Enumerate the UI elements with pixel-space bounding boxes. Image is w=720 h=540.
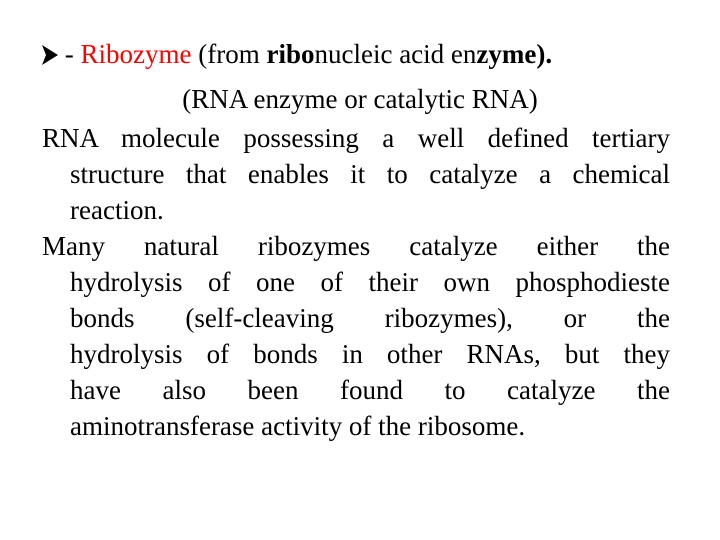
- heading-term: Ribozyme: [80, 39, 192, 69]
- slide-subheading: (RNA enzyme or catalytic RNA): [182, 84, 538, 114]
- heading-nucleic: nucleic acid en: [314, 39, 477, 69]
- paragraph-line: RNA molecule possessing a well defined tertiary: [42, 123, 670, 153]
- paragraph-natural-ribozymes: [42, 228, 670, 444]
- heading-zyme: zyme).: [476, 39, 553, 69]
- slide-heading: [42, 36, 702, 72]
- paragraph-line: aminotransferase activity of the ribosome.: [70, 411, 526, 441]
- paragraph-line: reaction.: [70, 195, 164, 225]
- paragraph-line: Many natural ribozymes catalyze either the: [42, 231, 670, 261]
- paragraph-line: hydrolysis of bonds in other RNAs, but they: [70, 339, 670, 369]
- paragraph-line: bonds (self-cleaving ribozymes), or the: [70, 303, 670, 333]
- heading-paren-open: (from: [191, 39, 267, 69]
- heading-dash: -: [64, 39, 74, 69]
- paragraph-line: structure that enables it to catalyze a chemical: [70, 159, 670, 189]
- paragraph-line: have also been found to catalyze the: [70, 375, 670, 405]
- paragraph-definition: [42, 120, 670, 228]
- paragraph-line: hydrolysis of one of their own phosphodieste: [70, 267, 670, 297]
- heading-ribo: ribo: [266, 39, 315, 69]
- arrow-bullet-icon: [42, 38, 58, 58]
